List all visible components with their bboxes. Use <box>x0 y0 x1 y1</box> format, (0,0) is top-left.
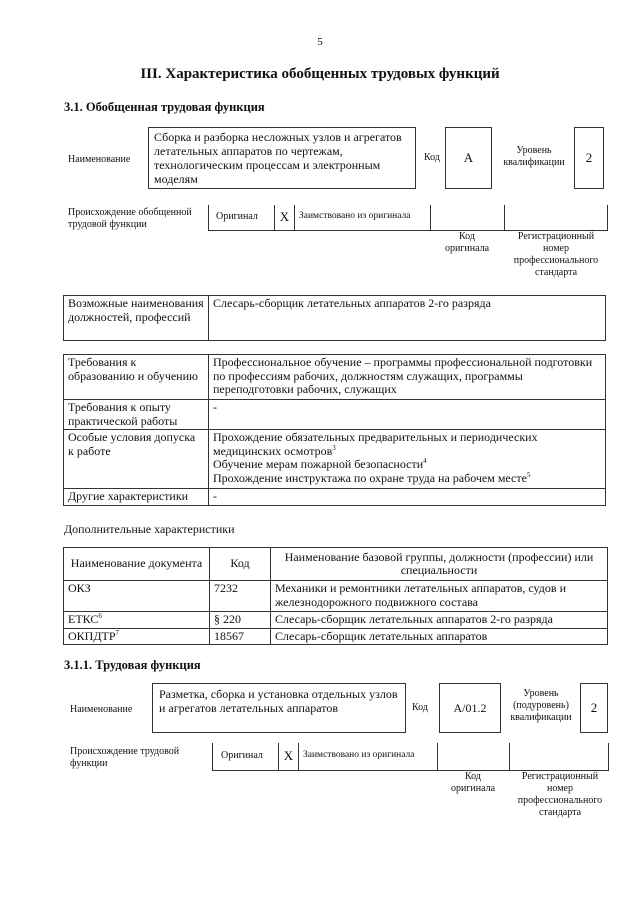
section-title: III. Характеристика обобщенных трудовых функций <box>140 66 500 82</box>
tf-name-value: Разметка, сборка и установка отдельных узлов и агрегатов летательных аппаратов <box>152 683 406 733</box>
gtf-origin-code-label: Код оригинала <box>444 231 490 254</box>
gtf-level-value: 2 <box>574 127 604 189</box>
row-etks-code: § 220 <box>210 612 271 629</box>
tf-borrowed-label: Заимствовано из оригинала <box>298 743 437 771</box>
positions-table <box>63 295 606 341</box>
req-row-special <box>64 430 606 489</box>
table-row <box>64 581 608 612</box>
req-education-label: Требования к образованию и обучению <box>64 355 209 400</box>
gtf-origin-code-cell <box>430 205 504 231</box>
footnote-7: 7 <box>115 628 120 637</box>
gtf-name-value: Сборка и разборка несложных узлов и агрегатов летательных аппаратов по чертежам, технологическим процессам и электронным моделям <box>148 127 416 189</box>
gtf-reg-number-label: Регистрационный номер профессионального стандарта <box>513 231 599 278</box>
req-row-experience <box>64 400 606 430</box>
req-special-label: Особые условия допуска к работе <box>64 430 209 489</box>
footnote-3: 3 <box>332 443 336 452</box>
row-okpdtr-name: Слесарь-сборщик летательных аппаратов <box>271 628 608 645</box>
row-etks-doc <box>64 612 210 629</box>
tf-reg-number-cell <box>509 743 609 771</box>
tf-code-value: А/01.2 <box>439 683 501 733</box>
req-other-label: Другие характеристики <box>64 489 209 506</box>
tf-level-value: 2 <box>580 683 608 733</box>
req-special-value <box>209 430 606 489</box>
row-okpdtr-doc-text: ОКПДТР <box>68 628 116 643</box>
footnote-4: 4 <box>423 457 427 465</box>
req-special-line-3: Прохождение инструктажа по охране труда на рабочем месте <box>213 470 527 485</box>
col-group-header: Наименование базовой группы, должности (профессии) или специальности <box>271 548 608 581</box>
req-experience-value: - <box>209 400 606 430</box>
row-etks-name: Слесарь-сборщик летательных аппаратов 2-го разряда <box>271 612 608 629</box>
positions-label: Возможные наименования должностей, профессий <box>64 296 209 341</box>
page-number: 5 <box>317 36 323 48</box>
row-okz-name: Механики и ремонтники летательных аппаратов, судов и железнодорожного подвижного состава <box>271 581 608 612</box>
tf-origin-code-label: Код оригинала <box>450 771 496 794</box>
table-row <box>64 628 608 645</box>
gtf-origin-label: Происхождение обобщенной трудовой функции <box>68 207 192 230</box>
tf-reg-number-label: Регистрационный номер профессионального стандарта <box>517 771 603 818</box>
col-doc-header: Наименование документа <box>64 548 210 581</box>
tf-heading: 3.1.1. Трудовая функция <box>64 658 201 672</box>
gtf-original-label: Оригинал <box>208 205 274 231</box>
req-special-line-1: Прохождение обязательных предварительных и периодических медицинских осмотров <box>213 430 538 458</box>
row-okpdtr-doc <box>64 628 210 645</box>
row-etks-doc-text: ЕТКС <box>68 612 99 626</box>
additional-table <box>63 547 608 645</box>
gtf-borrowed-label: Заимствовано из оригинала <box>294 205 430 231</box>
row-okz-code: 7232 <box>210 581 271 612</box>
col-code-header: Код <box>210 548 271 581</box>
tf-original-label: Оригинал <box>212 743 278 771</box>
tf-origin-label: Происхождение трудовой функции <box>70 746 180 769</box>
req-row-education <box>64 355 606 400</box>
tf-level-label: Уровень (подуровень) квалификации <box>510 688 572 723</box>
gtf-name-label: Наименование <box>68 154 131 165</box>
req-education-value: Профессиональное обучение – программы профессиональной подготовки по профессиям рабочих, должностям служащих, программы переподготовки рабочих, служащих <box>209 355 606 400</box>
req-other-value: - <box>209 489 606 506</box>
tf-name-label: Наименование <box>70 704 133 715</box>
footnote-6: 6 <box>98 612 102 620</box>
gtf-code-label: Код <box>424 152 440 163</box>
tf-origin-code-cell <box>437 743 509 771</box>
additional-heading: Дополнительные характеристики <box>64 522 235 536</box>
gtf-code-value: А <box>445 127 492 189</box>
tf-original-mark: Х <box>278 743 298 771</box>
footnote-5: 5 <box>526 470 531 479</box>
positions-value: Слесарь-сборщик летательных аппаратов 2-го разряда <box>209 296 606 341</box>
gtf-reg-number-cell <box>504 205 608 231</box>
additional-header-row <box>64 548 608 581</box>
row-okpdtr-code: 18567 <box>210 628 271 645</box>
req-experience-label: Требования к опыту практической работы <box>64 400 209 430</box>
row-okz-doc: ОКЗ <box>64 581 210 612</box>
gtf-heading: 3.1. Обобщенная трудовая функция <box>64 100 265 114</box>
tf-code-label: Код <box>412 702 428 713</box>
table-row <box>64 612 608 629</box>
requirements-table <box>63 354 606 506</box>
req-special-line-2: Обучение мерам пожарной безопасности <box>213 457 424 471</box>
gtf-original-mark: Х <box>274 205 294 231</box>
gtf-level-label: Уровень квалификации <box>503 145 565 168</box>
req-row-other <box>64 489 606 506</box>
